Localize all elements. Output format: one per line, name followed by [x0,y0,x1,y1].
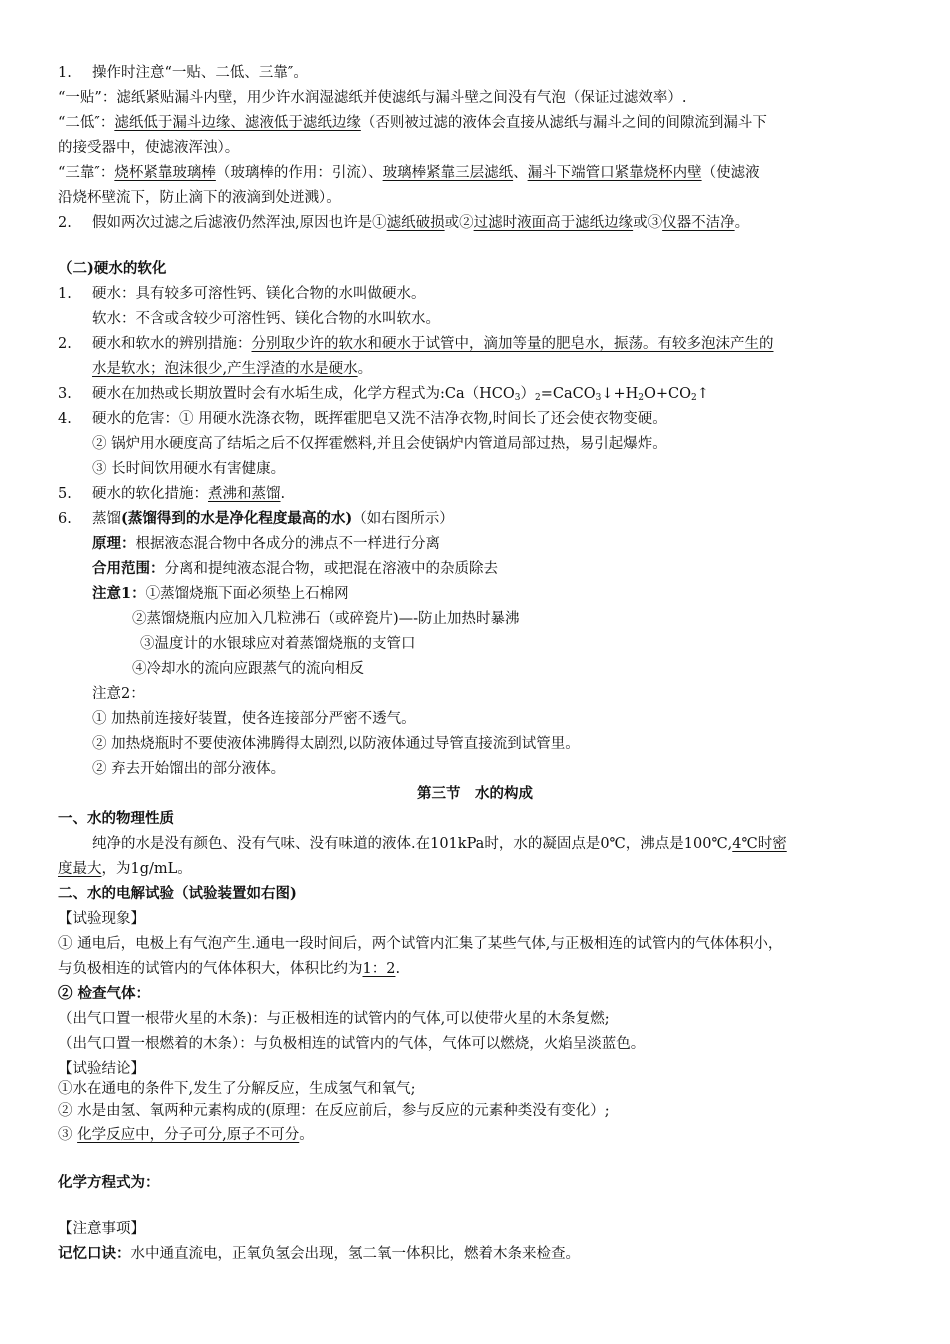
notes-heading: 【注意事项】 [58,1221,145,1237]
distill-note-2-1: ① 加热前连接好装置，使各连接部分严密不透气。 [92,711,416,727]
hard-water-harm-2: ② 锅炉用水硬度高了结垢之后不仅挥霍燃料,并且会使锅炉内管道局部过热，易引起爆炸。 [92,436,667,452]
distill-note-1-4: ④冷却水的流向应跟蒸气的流向相反 [132,661,364,677]
er-di-line-cont: 的接受器中，使滤液浑浊）。 [58,140,240,156]
hard-water-item-1: 1. 硬水：具有较多可溶性钙、镁化合物的水叫做硬水。 [58,286,426,302]
hard-water-item-2-cont: 水是软水；泡沫很少,产生浮渣的水是硬水。 [92,361,373,377]
physical-properties-text: 纯净的水是没有颜色、没有气味、没有味道的液体.在101kPa时，水的凝固点是0℃，沸点是100℃,4℃时密 [92,836,787,852]
phenomenon-text-cont: 与负极相连的试管内的气体体积大，体积比约为1：2. [58,961,401,977]
equation-label: 化学方程式为： [58,1174,160,1191]
distill-note-1: 注意1：①蒸馏烧瓶下面必须垫上石棉网 [92,585,349,602]
conclusion-heading: 【试验结论】 [58,1061,145,1077]
section-title: 第三节 水的构成 [417,785,533,802]
filter-note-1: 1. 操作时注意“一贴、二低、三靠″。 [58,65,308,81]
phenomenon-text: ① 通电后，电极上有气泡产生.通电一段时间后，两个试管内汇集了某些气体,与正极相连的试管内的气体体积小， [58,936,783,952]
distill-note-1-3: ③温度计的水银球应对着蒸馏烧瓶的支管口 [140,636,416,652]
physical-properties-text-cont: 度最大，为1g/mL。 [58,861,192,877]
mnemonic-line: 记忆口诀：水中通直流电，正氧负氢会出现，氢二氧一体积比，燃着木条来检查。 [58,1245,580,1262]
gas-test-oxygen: （出气口置一根带火星的木条)：与正极相连的试管内的气体,可以使带火星的木条复燃; [58,1011,610,1027]
conclusion-1: ①水在通电的条件下,发生了分解反应，生成氢气和氧气; [58,1081,416,1097]
san-kao-line-cont: 沿烧杯壁流下，防止滴下的液滴到处迸溅）。 [58,190,341,206]
soft-water-def: 软水：不含或含较少可溶性钙、镁化合物的水叫软水。 [92,311,440,327]
er-di-line: “二低″：滤纸低于漏斗边缘、滤液低于滤纸边缘（否则被过滤的液体会直接从滤纸与漏斗之间的间隙流到漏斗下 [58,115,767,131]
distill-note-2-2: ② 加热烧瓶时不要使液体沸腾得太剧烈,以防液体通过导管直接流到试管里。 [92,736,580,752]
hard-water-item-4: 4. 硬水的危害：① 用硬水洗涤衣物，既挥霍肥皂又洗不洁净衣物,时间长了还会使衣物变硬。 [58,411,667,427]
electrolysis-heading: 二、水的电解试验（试验装置如右图) [58,885,297,902]
distill-scope: 合用范围：分离和提纯液态混合物，或把混在溶液中的杂质除去 [92,560,498,577]
hard-water-harm-3: ③ 长时间饮用硬水有害健康。 [92,461,286,477]
hard-water-item-2: 2. 硬水和软水的辨别措施：分别取少许的软水和硬水于试管中，滴加等量的肥皂水，振荡。有较多泡沫产生的 [58,336,774,352]
yi-tie-line: “一贴”：滤纸紧贴漏斗内壁，用少许水润湿滤纸并使滤纸与漏斗壁之间没有气泡（保证过滤效率）. [58,90,687,106]
conclusion-3: ③ 化学反应中，分子可分,原子不可分。 [58,1127,314,1143]
hard-water-item-3: 3. 硬水在加热或长期放置时会有水垢生成，化学方程式为$:Ca(HCO_3)_2=CaCO_3↓+H_2O+CO_2↑$ [58,386,709,403]
conclusion-2: ② 水是由氢、氧两种元素构成的(原理：在反应前后，参与反应的元素种类没有变化）; [58,1103,610,1119]
hard-water-item-5: 5. 硬水的软化措施：煮沸和蒸馏. [58,486,286,502]
distill-note-2-3: ② 弃去开始馏出的部分液体。 [92,761,286,777]
filter-note-2: 2. 假如两次过滤之后滤液仍然浑浊,原因也许是①滤纸破损或②过滤时液面高于滤纸边缘或③仪器不洁净。 [58,215,750,231]
gas-test-heading: ② 检查气体： [58,985,151,1002]
phenomenon-heading: 【试验现象】 [58,911,145,927]
distill-note-1-2: ②蒸馏烧瓶内应加入几粒沸石（或碎瓷片)—-防止加热时暴沸 [132,611,520,627]
hard-water-item-6: 6. 蒸馏(蒸馏得到的水是净化程度最高的水)（如右图所示） [58,510,454,527]
gas-test-hydrogen: （出气口置一根燃着的木条）：与负极相连的试管内的气体，气体可以燃烧，火焰呈淡蓝色。 [58,1036,646,1052]
san-kao-line: “三靠″：烧杯紧靠玻璃棒（玻璃棒的作用：引流）、玻璃棒紧靠三层滤纸、漏斗下端管口紧靠烧杯内壁（使滤液 [58,165,760,181]
hard-water-heading: （二)硬水的软化 [58,260,167,277]
distill-principle: 原理：根据液态混合物中各成分的沸点不一样进行分离 [92,535,440,552]
physical-properties-heading: 一、水的物理性质 [58,810,174,827]
distill-note-2: 注意2： [92,686,145,702]
